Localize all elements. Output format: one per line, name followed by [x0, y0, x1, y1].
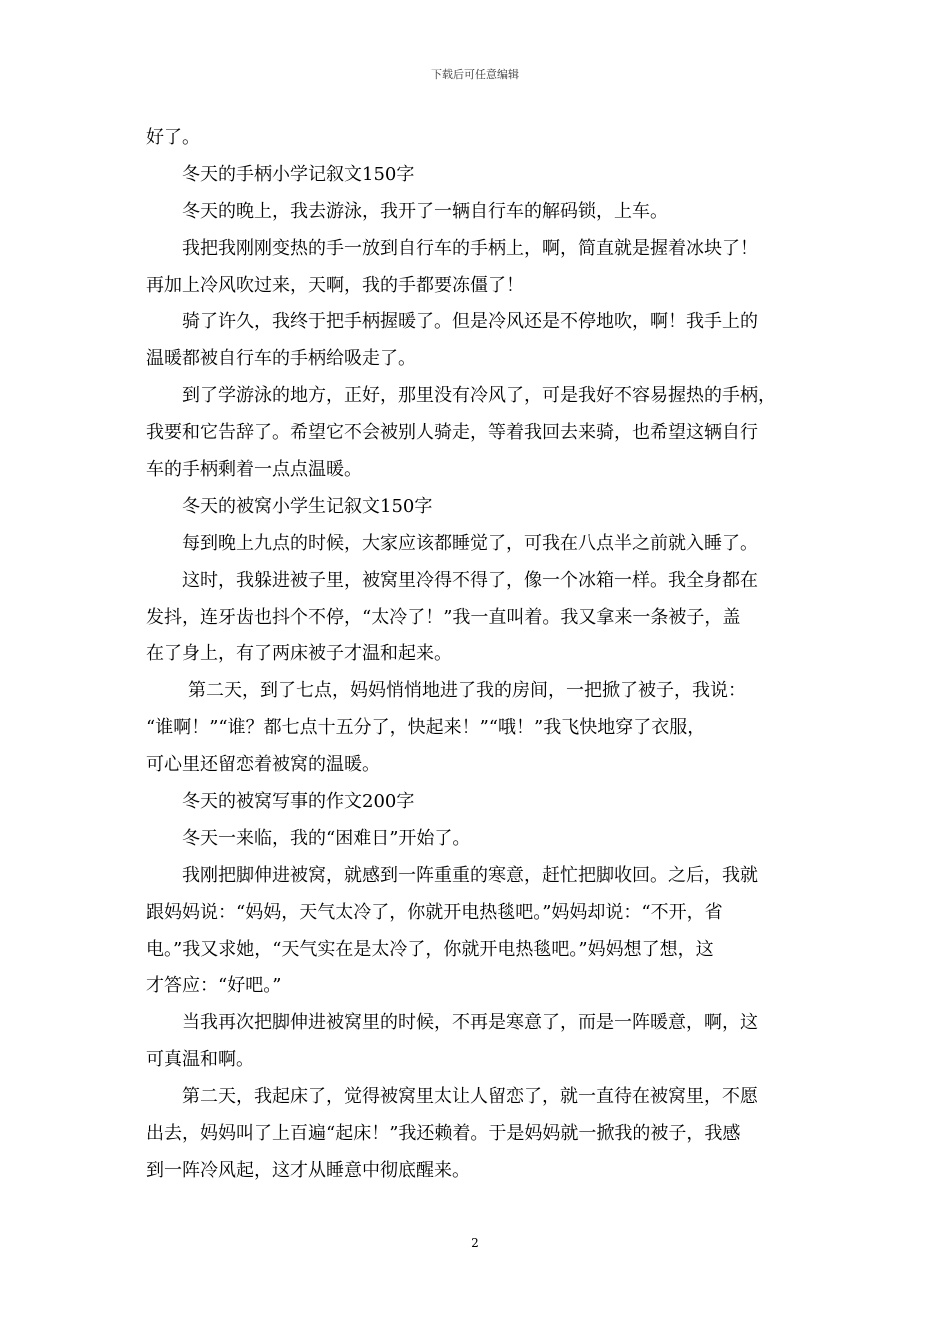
paragraph-line: 冬天一来临，我的“困难日”开始了。 [182, 827, 471, 849]
paragraph-line: 我要和它告辞了。希望它不会被别人骑走，等着我回去来骑，也希望这辆自行 [146, 422, 758, 444]
paragraph-line: 冬天的晚上，我去游泳，我开了一辆自行车的解码锁，上车。 [182, 200, 668, 222]
paragraph-line: 发抖，连牙齿也抖个不停，“太冷了！”我一直叫着。我又拿来一条被子，盖 [146, 606, 741, 628]
paragraph-line: 可心里还留恋着被窝的温暖。 [146, 754, 380, 776]
paragraph-line: 跟妈妈说：“妈妈，天气太冷了，你就开电热毯吧。”妈妈却说：“不开，省 [146, 901, 723, 923]
paragraph-line: 骑了许久，我终于把手柄握暖了。但是冷风还是不停地吹，啊！我手上的 [182, 311, 758, 333]
paragraph-line: 我刚把脚伸进被窝，就感到一阵重重的寒意，赶忙把脚收回。之后，我就 [182, 864, 758, 886]
page-header: 下载后可任意编辑 [431, 68, 519, 81]
document-body [146, 120, 826, 1190]
paragraph-line: “谁啊！”“谁？都七点十五分了，快起来！”“哦！”我飞快地穿了衣服， [146, 717, 706, 739]
paragraph-line: 温暖都被自行车的手柄给吸走了。 [146, 348, 416, 370]
paragraph-line: 可真温和啊。 [146, 1049, 254, 1071]
section-title: 冬天的被窝写事的作文200字 [182, 791, 415, 813]
paragraph-line: 再加上冷风吹过来，天啊，我的手都要冻僵了！ [146, 274, 524, 296]
paragraph-line: 车的手柄剩着一点点温暖。 [146, 459, 362, 481]
section-title: 冬天的手柄小学记叙文150字 [182, 163, 415, 185]
section-title: 冬天的被窝小学生记叙文150字 [182, 495, 433, 517]
paragraph-line: 这时，我躲进被子里，被窝里冷得不得了，像一个冰箱一样。我全身都在 [182, 569, 758, 591]
paragraph-line: 每到晚上九点的时候，大家应该都睡觉了，可我在八点半之前就入睡了。 [182, 532, 758, 554]
page-number: 2 [471, 1236, 479, 1250]
paragraph-line: 第二天，我起床了，觉得被窝里太让人留恋了，就一直待在被窝里，不愿 [182, 1086, 758, 1108]
paragraph-line: 第二天，到了七点，妈妈悄悄地进了我的房间，一把掀了被子，我说： [188, 680, 746, 702]
paragraph-line: 我把我刚刚变热的手一放到自行车的手柄上，啊，简直就是握着冰块了！ [182, 237, 758, 259]
paragraph-line: 在了身上，有了两床被子才温和起来。 [146, 643, 452, 665]
paragraph-line: 电。”我又求她，“天气实在是太冷了，你就开电热毯吧。”妈妈想了想，这 [146, 938, 714, 960]
paragraph-line: 出去，妈妈叫了上百遍“起床！”我还赖着。于是妈妈就一掀我的被子，我感 [146, 1123, 741, 1145]
paragraph-line: 才答应：“好吧。” [146, 975, 282, 997]
paragraph-line: 当我再次把脚伸进被窝里的时候，不再是寒意了，而是一阵暖意，啊，这 [182, 1012, 758, 1034]
paragraph-line: 到了学游泳的地方，正好，那里没有冷风了，可是我好不容易握热的手柄， [182, 385, 776, 407]
paragraph-line: 到一阵冷风起，这才从睡意中彻底醒来。 [146, 1159, 470, 1181]
paragraph-line: 好了。 [146, 127, 200, 148]
